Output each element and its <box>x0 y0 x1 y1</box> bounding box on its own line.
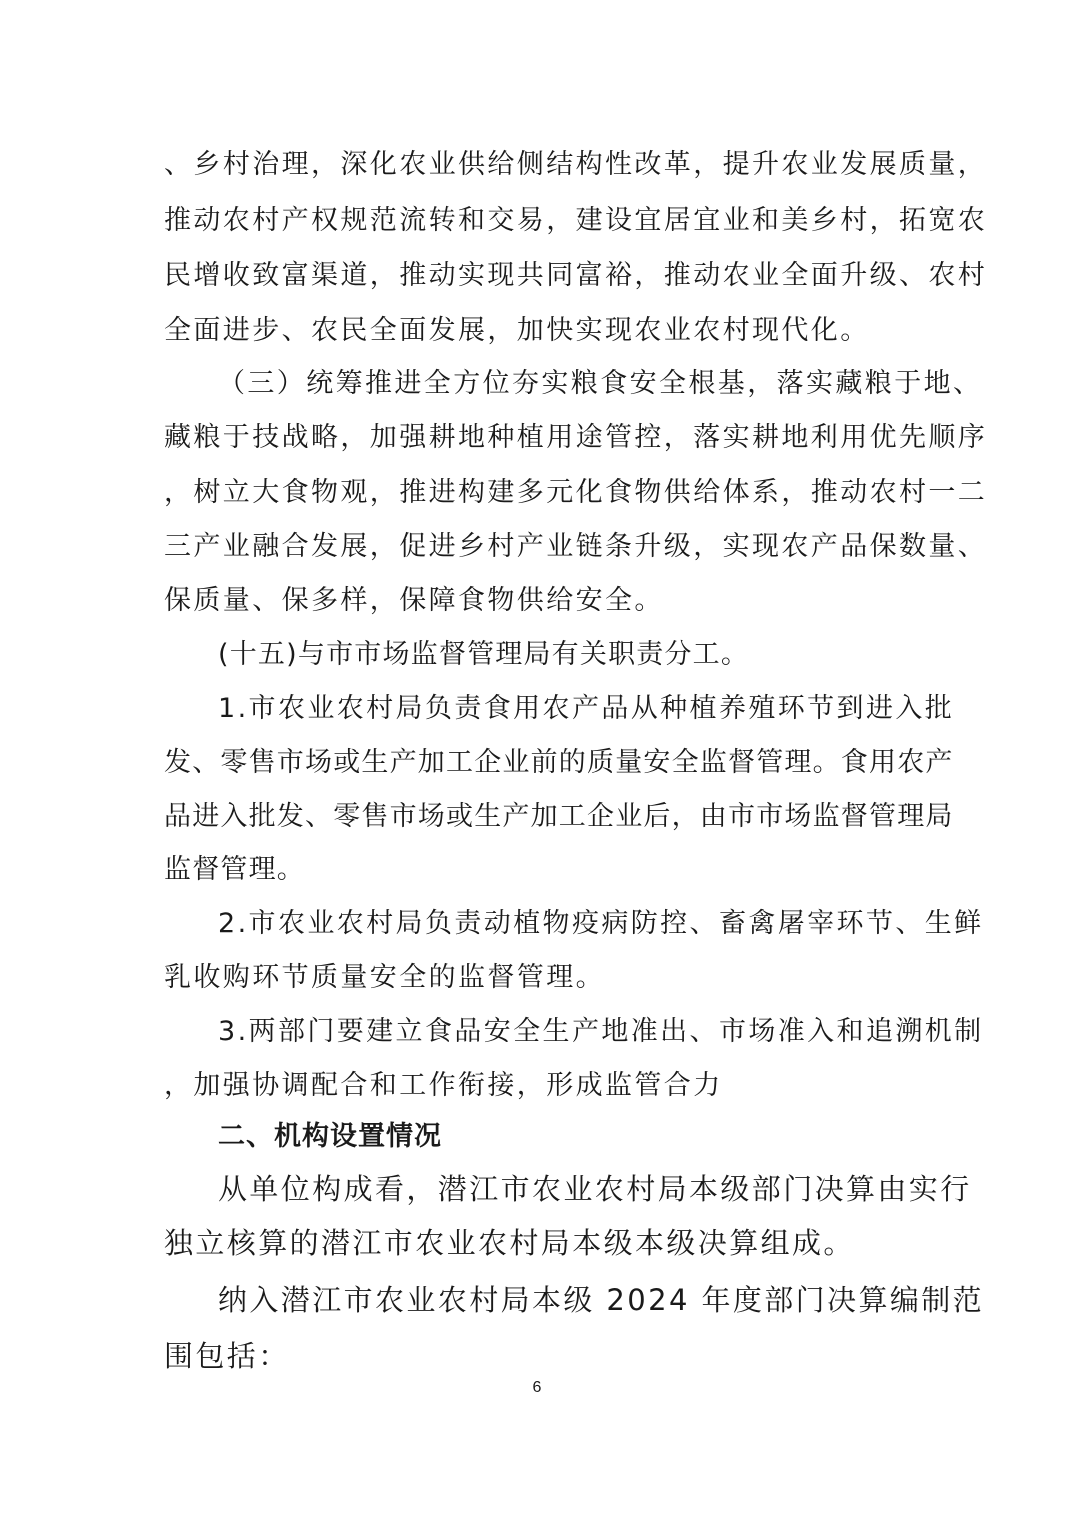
paragraph-line: 围包括： <box>164 1339 290 1373</box>
paragraph-line: 1.市农业农村局负责食用农产品从种植养殖环节到进入批 <box>218 693 955 724</box>
paragraph-line: ，加强协调配合和工作衔接，形成监管合力 <box>164 1070 723 1101</box>
paragraph-line: 纳入潜江市农业农村局本级 2024 年度部门决算编制范 <box>218 1283 985 1317</box>
paragraph-line: 监督管理。 <box>164 854 305 885</box>
paragraph-line: 3.两部门要建立食品安全生产地准出、市场准入和追溯机制 <box>218 1016 984 1047</box>
paragraph-line: 从单位构成看，潜江市农业农村局本级部门决算由实行 <box>218 1172 972 1206</box>
paragraph-line: 品进入批发、零售市场或生产加工企业后，由市市场监督管理局 <box>164 801 954 832</box>
paragraph-line: 藏粮于技战略，加强耕地种植用途管控，落实耕地利用优先顺序 <box>164 422 988 453</box>
paragraph-line: 推动农村产权规范流转和交易，建设宜居宜业和美乡村，拓宽农 <box>164 205 988 236</box>
paragraph-line: 发、零售市场或生产加工企业前的质量安全监督管理。食用农产 <box>164 747 954 778</box>
page-number: 6 <box>532 1379 542 1396</box>
paragraph-line: （三）统筹推进全方位夯实粮食安全根基，落实藏粮于地、 <box>218 368 983 399</box>
section-heading: 二、机构设置情况 <box>218 1121 442 1152</box>
section-item-title: (十五)与市市场监督管理局有关职责分工。 <box>218 639 750 670</box>
paragraph-line: 三产业融合发展，促进乡村产业链条升级，实现农产品保数量、 <box>164 531 988 562</box>
paragraph-line: 全面进步、农民全面发展，加快实现农业农村现代化。 <box>164 315 870 346</box>
paragraph-line: 民增收致富渠道，推动实现共同富裕，推动农业全面升级、农村 <box>164 260 988 291</box>
paragraph-line: ，树立大食物观，推进构建多元化食物供给体系，推动农村一二 <box>164 477 988 508</box>
paragraph-line: 独立核算的潜江市农业农村局本级本级决算组成。 <box>164 1226 855 1260</box>
paragraph-line: 乳收购环节质量安全的监督管理。 <box>164 962 605 993</box>
paragraph-line: 、乡村治理，深化农业供给侧结构性改革，提升农业发展质量， <box>164 149 988 180</box>
paragraph-line: 2.市农业农村局负责动植物疫病防控、畜禽屠宰环节、生鲜 <box>218 908 984 939</box>
paragraph-line: 保质量、保多样，保障食物供给安全。 <box>164 585 664 616</box>
